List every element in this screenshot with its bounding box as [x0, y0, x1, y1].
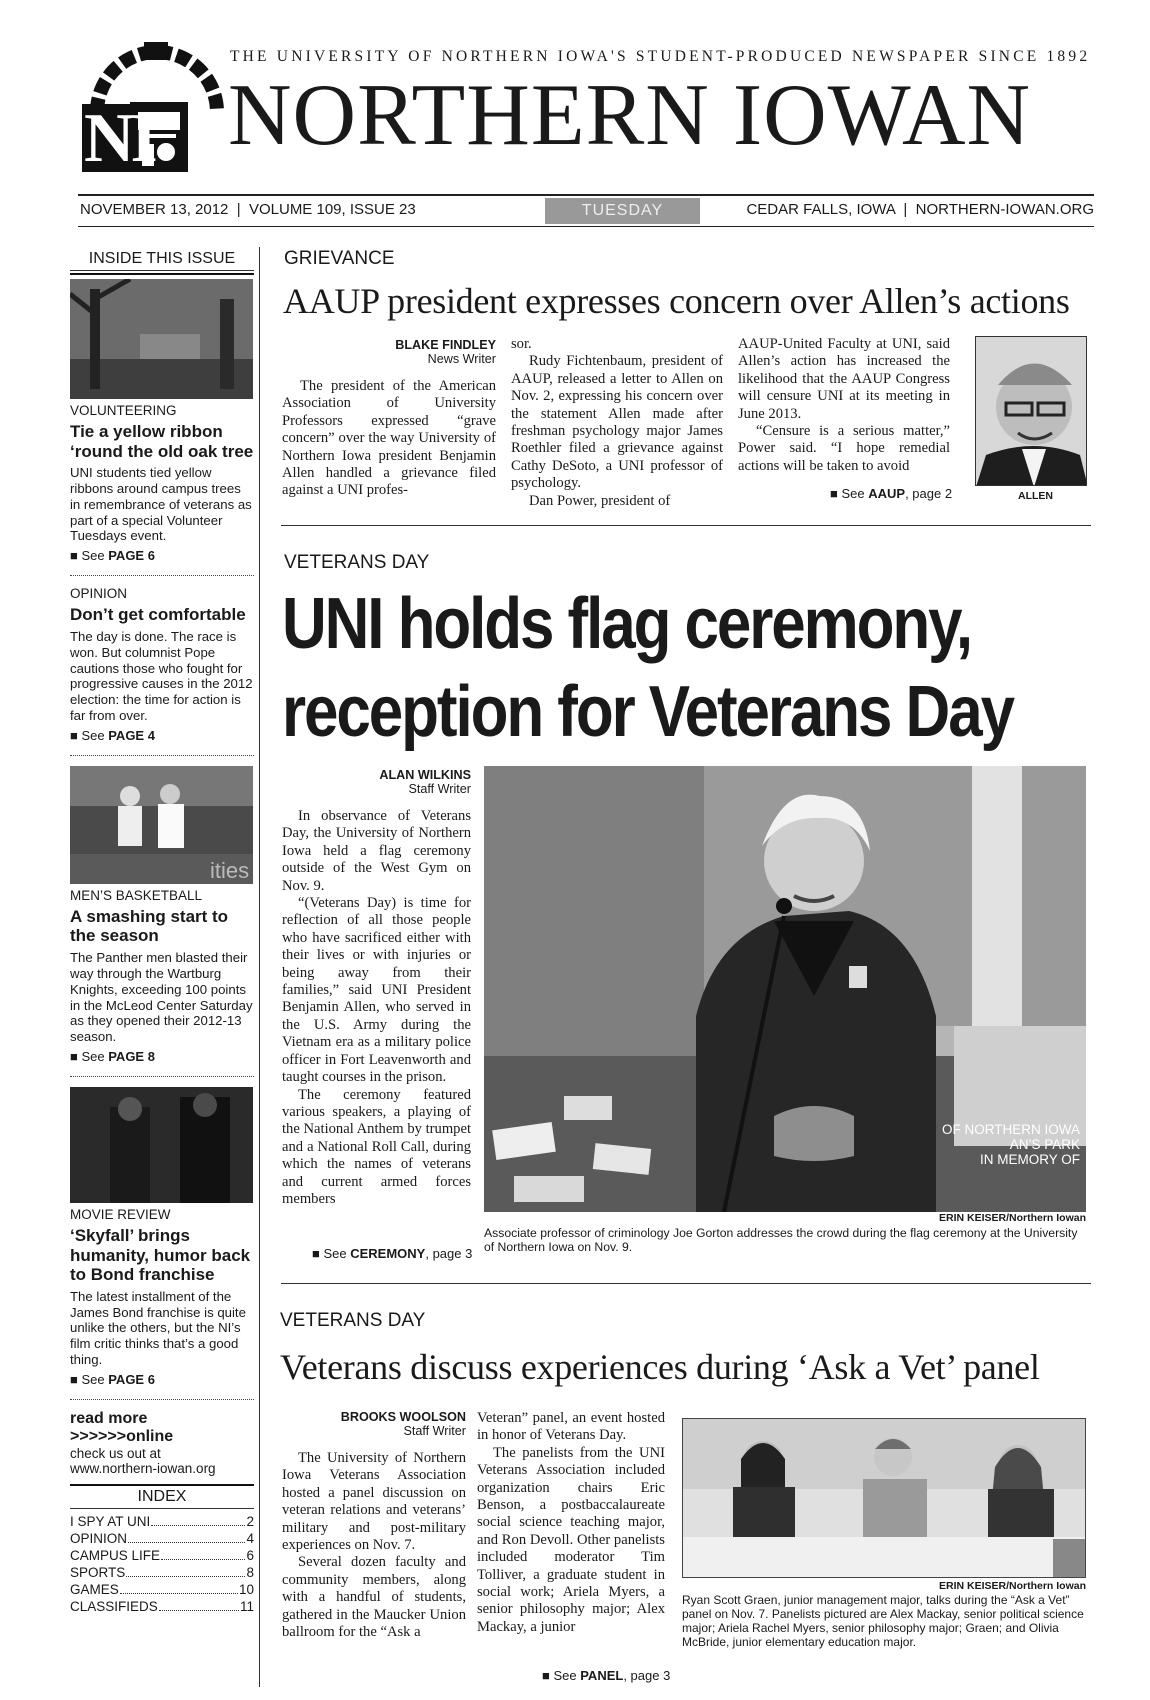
index-row[interactable]: OPINION 4	[70, 1530, 254, 1546]
sidebar-kicker: MOVIE REVIEW	[70, 1207, 171, 1223]
story2-headline-line2: reception for Veterans Day	[282, 672, 1013, 752]
story2-caption: Associate professor of criminology Joe Gorton addresses the crowd during the flag ceremony at the University of Northern Iowa on Nov. 9.	[484, 1226, 1078, 1255]
story3-col2	[477, 1410, 665, 1636]
story1-see-link[interactable]: ■ See AAUP, page 2	[830, 486, 953, 501]
index-row[interactable]: CLASSIFIEDS 11	[70, 1598, 254, 1614]
story2-see-link[interactable]: ■ See CEREMONY, page 3	[312, 1246, 473, 1261]
story1-col3	[738, 336, 950, 475]
sidebar-headline[interactable]: Tie a yellow ribbon ‘round the old oak tree	[70, 422, 254, 461]
story3-see-link[interactable]: ■ See PANEL, page 3	[542, 1668, 671, 1683]
location-site: CEDAR FALLS, IOWA | NORTHERN-IOWAN.ORG	[746, 201, 1094, 218]
thumb-basketball	[70, 766, 253, 884]
sidebar-kicker: VOLUNTEERING	[70, 403, 177, 418]
story1-text: The president of the American Association of University Professors expressed “grave concern” over the way University of Northern Iowa president Benjamin Allen handled a grievance filed against a UNI profes-	[282, 378, 496, 499]
story2-byline: ALAN WILKINS	[379, 768, 471, 782]
sidebar-kicker: OPINION	[70, 586, 128, 602]
story2-text: “(Veterans Day) is time for reflection of all those people who have sacrificed either with their lives or with injuries or being away from their families,” said UNI President Benjamin Allen, who served in the U.S. Army during the Vietnam era as a military police officer in Fort Leavenworth and taught courses in the prison.	[282, 895, 471, 1086]
story2-text: The ceremony featured various speakers, a playing of the National Anthem by trumpet and a National Roll Call, during which the names of veterans and current armed forces members	[282, 1086, 471, 1207]
story1-col1	[282, 338, 496, 500]
story1-photo-label: ALLEN	[1018, 490, 1053, 502]
index-list	[70, 1513, 254, 1615]
sidebar-headline[interactable]: Don’t get comfortable	[70, 605, 246, 625]
story2-headline-line1: UNI holds flag ceremony,	[282, 584, 972, 664]
sidebar-summary: UNI students tied yellow ribbons around campus trees in remembrance of veterans as part of a special Volunteer Tuesdays event.	[70, 465, 252, 544]
story1-col2	[511, 336, 723, 510]
photo-sign-line1: OF NORTHERN IOWA	[942, 1122, 1080, 1137]
story2-kicker: VETERANS DAY	[284, 552, 430, 573]
story1-text: “Censure is a serious matter,” Power said. “I hope remedial actions will be taken to avoid	[738, 423, 950, 474]
svg-text:ities: ities	[210, 857, 250, 883]
photo-sign-line2: AN’S PARK	[1009, 1137, 1080, 1152]
sidebar-header: INSIDE THIS ISSUE	[70, 250, 254, 271]
sidebar-headline[interactable]: ‘Skyfall’ brings humanity, humor back to Bond franchise	[70, 1226, 251, 1285]
sidebar-headline[interactable]: A smashing start to the season	[70, 906, 229, 946]
story3-col1	[282, 1410, 466, 1641]
story2-headline[interactable]	[282, 580, 1013, 756]
story1-role: News Writer	[427, 352, 496, 366]
story1-text: sor.	[511, 336, 532, 352]
masthead-tagline: THE UNIVERSITY OF NORTHERN IOWA'S STUDENT-PRODUCED NEWSPAPER SINCE 1892	[230, 48, 1091, 65]
sidebar-summary: The latest installment of the James Bond franchise is quite unlike the others, but the NI’s film critic thinks that’s a good thing.	[70, 1288, 246, 1368]
logo-letters: NI	[84, 100, 154, 177]
story3-caption: Ryan Scott Graen, junior management major, talks during the “Ask a Vet” panel on Nov. 7. Panelists pictured are Alex Mackay, senior political science major; Ariela Rachel Myers, senior philosophy major; Graen; and Olivia McBride, junior elementary education major.	[682, 1593, 1084, 1650]
story1-byline: BLAKE FINDLEY	[395, 338, 496, 352]
story3-photo-credit: ERIN KEISER/Northern Iowan	[938, 1580, 1086, 1592]
story2-photo-credit: ERIN KEISER/Northern Iowan	[938, 1212, 1086, 1224]
index-row[interactable]: CAMPUS LIFE 6	[70, 1547, 254, 1563]
story3-photo	[682, 1418, 1086, 1578]
story1-headline[interactable]: AAUP president expresses concern over Allen’s actions	[283, 281, 1070, 321]
index-header: INDEX	[137, 1487, 187, 1505]
story3-text: The University of Northern Iowa Veterans Association hosted a panel discussion on veteran relations and veterans’ military and post-military experiences on Nov. 7.	[282, 1450, 466, 1554]
sidebar-see-link[interactable]: ■ See PAGE 6	[70, 1371, 155, 1387]
story3-kicker: VETERANS DAY	[280, 1310, 426, 1331]
story1-text: Rudy Fichtenbaum, president of AAUP, released a letter to Allen on Nov. 2, expressing his concern over the statement Allen made after freshman psychology major James Roethler filed a grievance against Cathy DeSoto, a UNI professor of psychology.	[511, 353, 723, 492]
story3-text: Veteran” panel, an event hosted in honor of Veterans Day.	[477, 1410, 665, 1444]
story2-col1	[282, 768, 471, 1208]
date-volume: NOVEMBER 13, 2012 | VOLUME 109, ISSUE 23	[80, 201, 416, 218]
thumb-skyfall	[70, 1087, 253, 1203]
story1-kicker: GRIEVANCE	[284, 248, 395, 269]
story1-text: Dan Power, president of	[529, 492, 671, 509]
index-row[interactable]: I SPY AT UNI 2	[70, 1513, 254, 1529]
day-band: TUESDAY	[545, 198, 700, 224]
read-more-heading: read more	[70, 1409, 148, 1427]
story2-photo	[484, 766, 1086, 1212]
story1-text: AAUP-United Faculty at UNI, said Allen’s action has increased the likelihood that the AAUP Congress will censure UNI at its meeting in June 2013.	[738, 336, 950, 422]
photo-sign-line3: IN MEMORY OF	[979, 1152, 1080, 1167]
masthead-title: NORTHERN IOWAN	[228, 67, 1032, 164]
sidebar-see-link[interactable]: ■ See PAGE 6	[70, 548, 155, 564]
index-row[interactable]: SPORTS 8	[70, 1564, 254, 1580]
website-link[interactable]: www.northern-iowan.org	[70, 1460, 216, 1476]
sidebar-summary: The day is done. The race is won. But columnist Pope cautions those who fought for progressive causes in the 2012 election: the time for action is far from over.	[70, 628, 253, 724]
story2-role: Staff Writer	[408, 782, 471, 796]
read-more-text: check us out at	[70, 1445, 161, 1461]
story3-headline[interactable]: Veterans discuss experiences during ‘Ask a Vet’ panel	[280, 1347, 1040, 1387]
logo	[82, 42, 232, 182]
read-more-online[interactable]: >>>>>>online	[70, 1427, 174, 1445]
story3-text: The panelists from the UNI Veterans Association included organization chairs Eric Benson, a postbaccalaureate social science teaching major, and Ron Devoll. Other panelists included moderator Tim Tolliver, a graduate student in social work; Ariela Myers, a senior philosophy major; Alex Mackay, a junior	[477, 1444, 665, 1635]
sidebar-summary: The Panther men blasted their way through the Wartburg Knights, exceeding 100 points in the McLeod Center Saturday as they opened their 2012-13 season.	[70, 950, 253, 1045]
sidebar-see-link[interactable]: ■ See PAGE 8	[70, 1049, 155, 1065]
story2-text: In observance of Veterans Day, the University of Northern Iowa held a flag ceremony outside of the West Gym on Nov. 9.	[282, 808, 471, 894]
story3-text: Several dozen faculty and community members, along with a handful of students, gathered in the Maucker Union ballroom for the “Ask a	[282, 1554, 466, 1641]
story3-role: Staff Writer	[403, 1424, 466, 1438]
index-row[interactable]: GAMES 10	[70, 1581, 254, 1597]
sidebar	[70, 250, 254, 1615]
sidebar-kicker: MEN’S BASKETBALL	[70, 887, 203, 903]
story3-byline: BROOKS WOOLSON	[340, 1410, 466, 1424]
thumb-volunteering	[70, 279, 253, 399]
sidebar-see-link[interactable]: ■ See PAGE 4	[70, 727, 155, 743]
story1-photo	[975, 336, 1087, 486]
